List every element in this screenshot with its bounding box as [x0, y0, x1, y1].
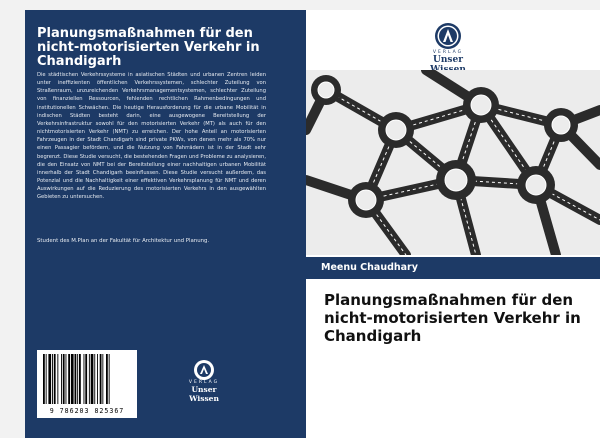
back-cover-title: Planungsmaßnahmen für den nicht-motorisierten Verkehr in Chandigarh [37, 26, 260, 69]
barcode-bar [43, 354, 45, 404]
barcode-bar [52, 354, 53, 404]
barcode-bar [91, 354, 94, 404]
back-publisher-logo [178, 360, 230, 403]
road-network-illustration [306, 70, 600, 255]
barcode-bar [61, 354, 62, 404]
author-name: Meenu Chaudhary [321, 262, 418, 273]
barcode-bar [94, 354, 95, 404]
back-cover-blurb: Die städtischen Verkehrssysteme in asiatischen Städten und urbanen Zentren leiden unter ineffizienten öffentlichen Verkehrssystemen, schlechter Zuteilung von Straßenraum, unzureichenden Verkehrsmanagementsystemen, schlechter Zuteilung von finanziellen Ressourcen, fehlenden rechtlichen Rahmenbedingungen und institutionellen Schwächen. Die heutige Herausforderung für die urbane Mobilität in indischen Städten besteht darin, eine ausgewogene Bereitstellung der Verkehrsinfrastruktur sowohl für den motorisierten Verkehr (MT) als auch für den nichtmotorisierten Verkehr (NMT) zu erreichen. Der hohe Anteil an motorisierten Fahrzeugen in der Stadt Chandigarh sind private PKWs, von denen mehr als 70% nur einen Passagier befördern, und die Nutzung von Fahrrädern ist in der Stadt sehr begrenzt. Diese Studie versucht, die bestehenden Fragen und Probleme zu analysieren, die den Einsatz von NMT bei der Bereitstellung einer nachhaltigen urbanen Mobilität innerhalb der Stadt Chandigarh beeinflussen. Diese Studie versucht außerdem, das Potenzial und die Nachhaltigkeit einer effektiven Verkehrsplanung für NMT und deren Auswirkungen auf die Reduzierung des motorisierten Verkehrs in den ausgewählten Gebieten zu untersuchen. [37, 72, 266, 201]
barcode-bar [89, 354, 90, 404]
barcode-bar [97, 354, 98, 404]
barcode-bar [71, 354, 74, 404]
barcode-bars [41, 354, 133, 406]
publisher-verlag: VERLAG [188, 380, 220, 385]
barcode-bar [63, 354, 65, 404]
barcode-bar [68, 354, 70, 404]
isbn-barcode [37, 350, 137, 418]
author-note: Student des M.Plan an der Fakultät für Architektur und Planung. [37, 238, 210, 244]
barcode-bar [77, 354, 78, 404]
barcode-bar [102, 354, 103, 404]
barcode-bar [106, 354, 108, 404]
barcode-bar [48, 354, 51, 404]
barcode-bar [85, 354, 87, 404]
isbn-number: 9 786203 825367 [49, 407, 125, 415]
front-cover-title: Planungsmaßnahmen für den nicht-motorisierten Verkehr in Chandigarh [324, 291, 581, 345]
publisher-verlag: VERLAG [432, 50, 464, 55]
barcode-bar [109, 354, 110, 404]
book-spine [292, 10, 306, 438]
barcode-bar [66, 354, 67, 404]
barcode-bar [46, 354, 47, 404]
barcode-bar [57, 354, 58, 404]
front-publisher-logo [415, 22, 481, 75]
barcode-bar [54, 354, 56, 404]
publisher-name: Unser [433, 55, 463, 65]
barcode-bar [84, 354, 85, 404]
barcode-bar [79, 354, 81, 404]
publisher-emblem-icon [194, 360, 214, 380]
roundabout-network-icon [306, 70, 600, 255]
barcode-bar [100, 354, 102, 404]
publisher-name: Unser Wissen [189, 385, 219, 403]
barcode-bar [75, 354, 77, 404]
publisher-emblem-icon [434, 22, 462, 50]
